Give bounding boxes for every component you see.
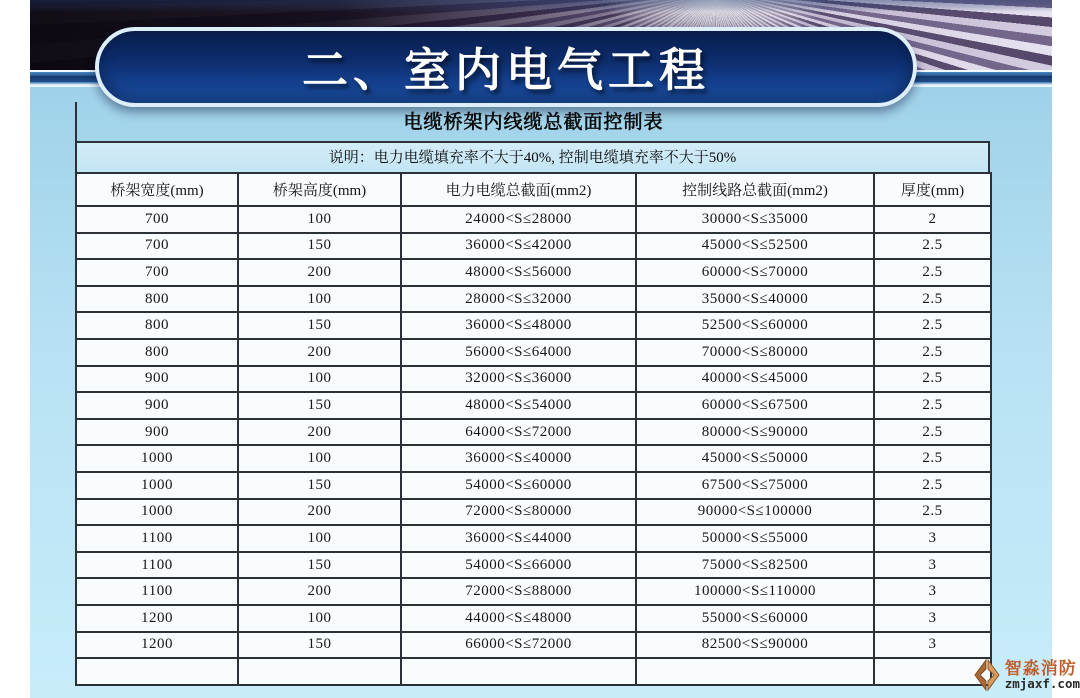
table-cell: 800 (76, 312, 238, 339)
table-cell: 54000<S≤60000 (401, 472, 636, 499)
table-row (76, 259, 991, 286)
slide-background (30, 0, 1052, 698)
table-cell: 45000<S≤52500 (636, 233, 874, 260)
table-cell: 100 (238, 206, 401, 233)
table-cell: 32000<S≤36000 (401, 366, 636, 393)
table-header-row (76, 173, 991, 206)
table-cell: 800 (76, 339, 238, 366)
table-cell: 1100 (76, 552, 238, 579)
table-cell: 150 (238, 392, 401, 419)
table-cell: 900 (76, 392, 238, 419)
section-banner (95, 27, 917, 107)
watermark-logo-icon (972, 656, 1002, 694)
column-header: 桥架宽度(mm) (76, 173, 238, 206)
table-row (76, 445, 991, 472)
table-row (76, 419, 991, 446)
table-row (76, 632, 991, 659)
table-cell: 100 (238, 605, 401, 632)
table-cell: 72000<S≤88000 (401, 578, 636, 605)
table-cell: 82500<S≤90000 (636, 632, 874, 659)
table-cell: 1100 (76, 578, 238, 605)
table-row (76, 312, 991, 339)
table-row (76, 552, 991, 579)
table-cell: 100000<S≤110000 (636, 578, 874, 605)
table-cell: 150 (238, 312, 401, 339)
table-cell: 52500<S≤60000 (636, 312, 874, 339)
table-cell: 3 (874, 578, 991, 605)
table-title: 电缆桥架内线缆总截面控制表 (75, 102, 990, 141)
table-cell: 2.5 (874, 233, 991, 260)
table-cell: 700 (76, 259, 238, 286)
table-cell: 36000<S≤42000 (401, 233, 636, 260)
table-cell: 40000<S≤45000 (636, 366, 874, 393)
table-cell: 100 (238, 286, 401, 313)
table-cell: 2.5 (874, 472, 991, 499)
table-row (76, 525, 991, 552)
table-cell: 1000 (76, 445, 238, 472)
column-header: 电力电缆总截面(mm2) (401, 173, 636, 206)
table-header-row (76, 173, 991, 206)
column-header: 控制线路总截面(mm2) (636, 173, 874, 206)
table-cell: 2.5 (874, 286, 991, 313)
table-cell: 1000 (76, 472, 238, 499)
table-cell: 64000<S≤72000 (401, 419, 636, 446)
table-cell: 800 (76, 286, 238, 313)
table-cell: 45000<S≤50000 (636, 445, 874, 472)
table-cell: 2 (874, 206, 991, 233)
section-title: 二、室内电气工程 (302, 44, 710, 96)
table-row (76, 286, 991, 313)
table-cell: 2.5 (874, 339, 991, 366)
table-cell: 200 (238, 419, 401, 446)
table-cell: 36000<S≤40000 (401, 445, 636, 472)
table-cell: 100 (238, 525, 401, 552)
table-cell: 2.5 (874, 312, 991, 339)
watermark-name: 智淼消防 (1004, 658, 1077, 678)
table-cell: 700 (76, 206, 238, 233)
table-cell: 2.5 (874, 445, 991, 472)
table-cell: 35000<S≤40000 (636, 286, 874, 313)
table-cell: 2.5 (874, 366, 991, 393)
table-row (76, 605, 991, 632)
table-body (76, 206, 991, 685)
table-row (76, 499, 991, 526)
table-cell: 55000<S≤60000 (636, 605, 874, 632)
cable-section-table (75, 172, 992, 686)
table-cell: 2.5 (874, 499, 991, 526)
table-cell: 72000<S≤80000 (401, 499, 636, 526)
table-cell: 2.5 (874, 259, 991, 286)
table-cell: 1100 (76, 525, 238, 552)
table-cell: 60000<S≤70000 (636, 259, 874, 286)
table-cell: 80000<S≤90000 (636, 419, 874, 446)
table-cell: 150 (238, 632, 401, 659)
table-cell: 24000<S≤28000 (401, 206, 636, 233)
table-cell: 66000<S≤72000 (401, 632, 636, 659)
table-cell: 36000<S≤44000 (401, 525, 636, 552)
table-cell: 2.5 (874, 419, 991, 446)
table-cell: 200 (238, 259, 401, 286)
table-cell: 44000<S≤48000 (401, 605, 636, 632)
table-cell (76, 658, 238, 685)
table-cell: 3 (874, 632, 991, 659)
table-row (76, 366, 991, 393)
table-cell: 3 (874, 525, 991, 552)
column-header: 厚度(mm) (874, 173, 991, 206)
table-cell: 54000<S≤66000 (401, 552, 636, 579)
table-cell: 1200 (76, 605, 238, 632)
table-row (76, 206, 991, 233)
table-cell: 3 (874, 605, 991, 632)
table-cell: 150 (238, 552, 401, 579)
watermark-site: zmjaxf.com (1004, 676, 1080, 692)
table-cell: 50000<S≤55000 (636, 525, 874, 552)
table-cell: 200 (238, 499, 401, 526)
table-cell: 200 (238, 578, 401, 605)
table-cell: 100 (238, 445, 401, 472)
table-cell: 1200 (76, 632, 238, 659)
watermark (972, 656, 1080, 694)
table-cell: 150 (238, 233, 401, 260)
table-cell (401, 658, 636, 685)
table-cell: 56000<S≤64000 (401, 339, 636, 366)
table-cell (636, 658, 874, 685)
table-cell: 200 (238, 339, 401, 366)
table-cell: 60000<S≤67500 (636, 392, 874, 419)
table-row (76, 392, 991, 419)
table-cell: 48000<S≤56000 (401, 259, 636, 286)
table-row (76, 339, 991, 366)
cable-table-block (75, 102, 990, 686)
table-cell: 900 (76, 419, 238, 446)
column-header: 桥架高度(mm) (238, 173, 401, 206)
table-cell: 70000<S≤80000 (636, 339, 874, 366)
table-cell: 3 (874, 552, 991, 579)
table-cell: 1000 (76, 499, 238, 526)
table-row (76, 233, 991, 260)
table-note: 说明：电力电缆填充率不大于40%, 控制电缆填充率不大于50% (75, 141, 990, 174)
table-cell: 100 (238, 366, 401, 393)
table-row (76, 578, 991, 605)
table-cell: 75000<S≤82500 (636, 552, 874, 579)
table-cell: 700 (76, 233, 238, 260)
table-cell: 90000<S≤100000 (636, 499, 874, 526)
table-cell: 150 (238, 472, 401, 499)
table-cell (238, 658, 401, 685)
table-cell: 2.5 (874, 392, 991, 419)
table-cell: 48000<S≤54000 (401, 392, 636, 419)
table-row (76, 472, 991, 499)
table-cell: 900 (76, 366, 238, 393)
table-cell: 36000<S≤48000 (401, 312, 636, 339)
table-cell: 67500<S≤75000 (636, 472, 874, 499)
table-cell: 28000<S≤32000 (401, 286, 636, 313)
table-cell: 30000<S≤35000 (636, 206, 874, 233)
table-row (76, 658, 991, 685)
